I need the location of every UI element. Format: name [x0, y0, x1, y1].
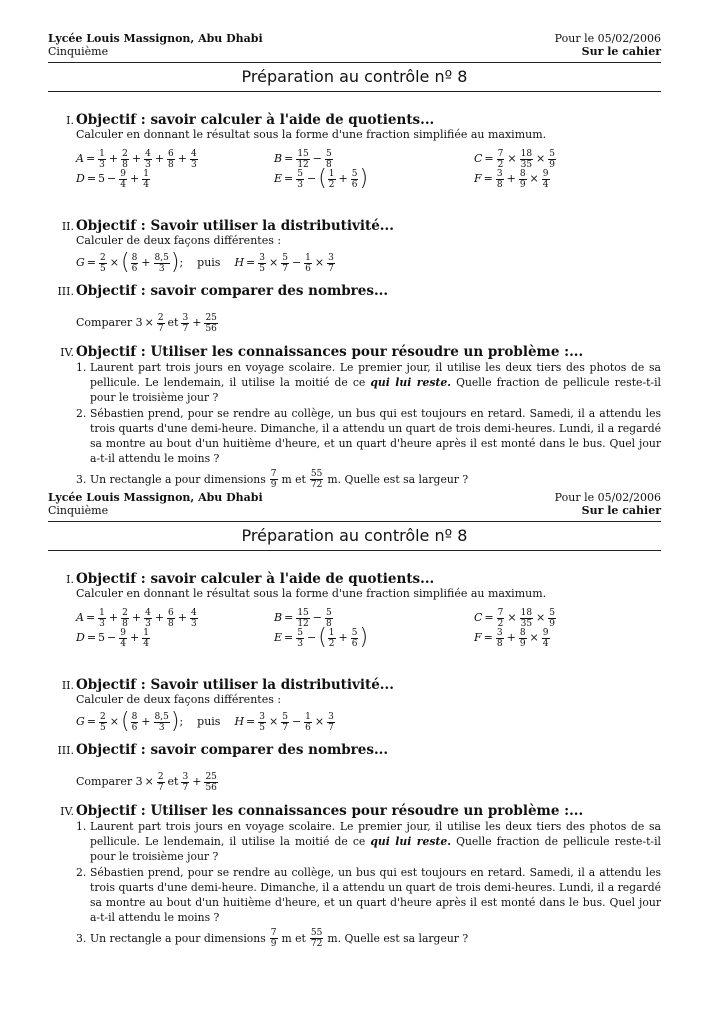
fraction: $\frac{7}{9}$: [270, 468, 277, 490]
fraction: $\frac{8,5}{3}$: [154, 711, 169, 733]
fraction: $\frac{15}{12}$: [297, 607, 309, 629]
header-row-1: [48, 32, 661, 45]
fraction: $\frac{18}{35}$: [520, 607, 533, 629]
fraction: $\frac{9}{4}$: [120, 627, 126, 649]
compare-lead: Comparer 3: [76, 775, 143, 789]
compare-expr: Comparer 3 × $\frac{2}{7}$ et $\frac{3}{7}$ + $\frac{25}{56}$: [76, 771, 217, 793]
problem-number: 3.: [76, 473, 87, 487]
fraction: $\frac{8}{9}$: [519, 168, 526, 190]
fraction: $\frac{5}{8}$: [325, 148, 332, 170]
fraction: $\frac{3}{8}$: [496, 168, 503, 190]
expr-b: B = $\frac{15}{12}$ − $\frac{5}{8}$: [274, 148, 332, 170]
right-paren: ): [359, 625, 369, 650]
section-number: IV.: [60, 346, 74, 359]
equals-sign: =: [246, 715, 256, 729]
fraction: $\frac{3}{5}$: [259, 252, 265, 274]
expr-f: F = $\frac{3}{8}$ + $\frac{8}{9}$ × $\frac{9}{4}$: [474, 168, 549, 190]
fraction: $\frac{25}{56}$: [205, 312, 217, 334]
compare-expr: Comparer 3 × $\frac{2}{7}$ et $\frac{3}{7}$ + $\frac{25}{56}$: [76, 312, 217, 334]
fraction: $\frac{2}{8}$: [122, 148, 128, 170]
fraction: $\frac{7}{2}$: [497, 148, 504, 170]
var-g: G: [76, 256, 85, 270]
section-instruction: Calculer de deux façons différentes :: [76, 234, 282, 247]
problem-text: m. Quelle est sa largeur ?: [327, 931, 469, 945]
separator: ;: [179, 256, 184, 270]
word-puis: puis: [197, 715, 221, 729]
worksheet-copy-2: [48, 491, 661, 949]
fraction: $\frac{7}{2}$: [497, 607, 504, 629]
var-g: G: [76, 715, 85, 729]
section-number: III.: [57, 744, 74, 757]
problem-list: [76, 360, 661, 492]
fraction: $\frac{5}{3}$: [297, 168, 303, 190]
fraction: $\frac{5}{9}$: [549, 148, 555, 170]
header-row-1: [48, 491, 661, 504]
problem-text: Un rectangle a pour dimensions: [90, 931, 266, 945]
problem-text: Sébastien prend, pour se rendre au collège, un bus qui est toujours en retard. Samedi, il a attendu les trois quarts d'une demi-heure. Dimanche, il a attendu un quart de trois demi-heures. Lundi, il a regardé sa montre au bout d'un huitième d'heure, et un quart d'heure après il est monté dans le bus. Quel jour a-t-il attendu le moins ?: [90, 406, 661, 466]
problem-text: Quelle fraction de pellicule reste-t-il pour le troisième jour ?: [90, 835, 661, 864]
equals-sign: =: [483, 631, 493, 645]
word-et: et: [167, 775, 179, 789]
problem-text: Quelle fraction de pellicule reste-t-il pour le troisième jour ?: [90, 376, 661, 405]
var-a: A: [76, 152, 84, 166]
expr-b: B = $\frac{15}{12}$ − $\frac{5}{8}$: [274, 607, 332, 629]
section-title: Objectif : Utiliser les connaissances pour résoudre un problème :...: [76, 344, 584, 360]
var-f: F: [474, 631, 482, 645]
expr-a: A = $\frac{1}{3}$ + $\frac{2}{8}$ + $\frac{4}{3}$ + $\frac{6}{8}$ + $\frac{4}{3}$: [76, 607, 197, 629]
equals-sign: =: [86, 256, 97, 270]
left-paren: (: [318, 166, 327, 191]
problem-list: [76, 819, 661, 951]
word-puis: puis: [197, 256, 221, 270]
expr-g-h: G = $\frac{2}{5}$ × ( $\frac{8}{6}$ + $\frac{8,5}{3}$ ) ; puis H = $\frac{3}{5}$ × $\frac{5}{7}$ − $\frac{1}{6}$ × $\frac{3}{7}$: [76, 709, 334, 734]
var-b: B: [274, 611, 283, 625]
fraction: $\frac{18}{35}$: [520, 148, 533, 170]
problem-3: [76, 466, 661, 492]
expr-g-h: G = $\frac{2}{5}$ × ( $\frac{8}{6}$ + $\frac{8,5}{3}$ ) ; puis H = $\frac{3}{5}$ × $\frac{5}{7}$ − $\frac{1}{6}$ × $\frac{3}{7}$: [76, 250, 334, 275]
fraction: $\frac{8}{9}$: [519, 627, 526, 649]
problem-text: Laurent part trois jours en voyage scolaire. Le premier jour, il utilise les deux tiers des photos de sa pellicule. Le lendemain, il utilise la moitié de ce: [90, 361, 661, 390]
var-h: H: [234, 256, 245, 270]
fraction: $\frac{3}{8}$: [496, 627, 503, 649]
equals-sign: =: [86, 172, 97, 186]
section-number: I.: [66, 114, 74, 127]
worksheet-copy-1: [48, 32, 661, 490]
divider: [48, 91, 661, 92]
problem-number: 2.: [76, 406, 87, 420]
expr-a: A = $\frac{1}{3}$ + $\frac{2}{8}$ + $\frac{4}{3}$ + $\frac{6}{8}$ + $\frac{4}{3}$: [76, 148, 197, 170]
number: 5: [98, 172, 106, 186]
fraction: $\frac{1}{6}$: [305, 711, 311, 733]
var-h: H: [234, 715, 245, 729]
left-paren: (: [120, 250, 130, 275]
var-c: C: [474, 611, 483, 625]
var-f: F: [474, 172, 482, 186]
problem-text: m et: [281, 931, 306, 945]
equals-sign: =: [86, 631, 97, 645]
page-title: Préparation au contrôle nº 8: [241, 526, 468, 546]
separator: ;: [179, 715, 184, 729]
right-paren: ): [359, 166, 369, 191]
right-paren: ): [170, 250, 180, 275]
divider: [48, 550, 661, 551]
number: 5: [98, 631, 106, 645]
compare-lead: Comparer 3: [76, 316, 143, 330]
equals-sign: =: [246, 256, 256, 270]
due-date: Pour le 05/02/2006: [554, 32, 661, 45]
where-note: Sur le cahier: [581, 45, 661, 59]
fraction: $\frac{4}{3}$: [190, 148, 197, 170]
fraction: $\frac{2}{5}$: [100, 252, 106, 274]
equals-sign: =: [284, 172, 294, 186]
fraction: $\frac{5}{9}$: [549, 607, 555, 629]
fraction: $\frac{1}{3}$: [99, 148, 105, 170]
fraction: $\frac{1}{2}$: [328, 168, 335, 190]
fraction: $\frac{8}{6}$: [131, 252, 138, 274]
fraction: $\frac{6}{8}$: [168, 148, 174, 170]
equals-sign: =: [86, 715, 97, 729]
fraction: $\frac{15}{12}$: [297, 148, 309, 170]
var-a: A: [76, 611, 84, 625]
var-e: E: [274, 631, 283, 645]
fraction: $\frac{7}{9}$: [270, 927, 277, 949]
fraction: $\frac{5}{6}$: [351, 627, 358, 649]
section-instruction: Calculer en donnant le résultat sous la forme d'une fraction simplifiée au maximum.: [76, 128, 547, 141]
fraction: $\frac{9}{4}$: [542, 627, 549, 649]
fraction: $\frac{25}{56}$: [205, 771, 217, 793]
left-paren: (: [120, 709, 130, 734]
equals-sign: =: [484, 611, 494, 625]
fraction: $\frac{3}{7}$: [328, 252, 334, 274]
fraction: $\frac{5}{7}$: [282, 252, 288, 274]
expr-e: E = $\frac{5}{3}$ − ( $\frac{1}{2}$ + $\frac{5}{6}$ ): [274, 166, 369, 191]
problem-number: 3.: [76, 932, 87, 946]
fraction: $\frac{2}{7}$: [157, 312, 164, 334]
problem-3: [76, 925, 661, 951]
var-d: D: [76, 631, 85, 645]
emphasis-text: qui lui reste.: [370, 376, 452, 390]
problem-number: 1.: [76, 820, 87, 833]
problem-number: 2.: [76, 865, 87, 879]
school-name: Lycée Louis Massignon, Abu Dhabi: [48, 491, 263, 504]
fraction: $\frac{4}{3}$: [145, 607, 151, 629]
fraction: $\frac{2}{8}$: [122, 607, 128, 629]
problem-text: m. Quelle est sa largeur ?: [327, 472, 469, 486]
left-paren: (: [318, 625, 327, 650]
fraction: $\frac{4}{3}$: [145, 148, 151, 170]
section-number: II.: [61, 679, 74, 692]
section-instruction: Calculer en donnant le résultat sous la forme d'une fraction simplifiée au maximum.: [76, 587, 547, 600]
var-b: B: [274, 152, 283, 166]
section-title: Objectif : savoir calculer à l'aide de quotients...: [76, 571, 435, 587]
section-number: I.: [66, 573, 74, 586]
problem-text: Un rectangle a pour dimensions: [90, 472, 266, 486]
expr-e: E = $\frac{5}{3}$ − ( $\frac{1}{2}$ + $\frac{5}{6}$ ): [274, 625, 369, 650]
fraction: $\frac{4}{3}$: [190, 607, 197, 629]
section-title: Objectif : savoir comparer des nombres...: [76, 283, 389, 299]
equals-sign: =: [284, 152, 294, 166]
fraction: $\frac{3}{7}$: [182, 771, 189, 793]
section-title: Objectif : Savoir utiliser la distributivité...: [76, 677, 394, 693]
equals-sign: =: [284, 631, 294, 645]
class-name: Cinquième: [48, 504, 109, 518]
fraction: $\frac{8,5}{3}$: [154, 252, 169, 274]
equals-sign: =: [483, 172, 493, 186]
section-number: III.: [57, 285, 74, 298]
class-name: Cinquième: [48, 45, 109, 59]
equals-sign: =: [484, 152, 494, 166]
expr-d: D = 5 − $\frac{9}{4}$ + $\frac{1}{4}$: [76, 627, 149, 649]
equals-sign: =: [284, 611, 294, 625]
section-number: II.: [61, 220, 74, 233]
problem-number: 1.: [76, 361, 87, 374]
fraction: $\frac{55}{72}$: [310, 468, 323, 490]
section-instruction: Calculer de deux façons différentes :: [76, 693, 282, 706]
problem-text: Laurent part trois jours en voyage scolaire. Le premier jour, il utilise les deux tiers des photos de sa pellicule. Le lendemain, il utilise la moitié de ce: [90, 820, 661, 849]
section-title: Objectif : Utiliser les connaissances pour résoudre un problème :...: [76, 803, 584, 819]
expr-f: F = $\frac{3}{8}$ + $\frac{8}{9}$ × $\frac{9}{4}$: [474, 627, 549, 649]
header-row-2: [48, 45, 661, 58]
problem-text: Sébastien prend, pour se rendre au collège, un bus qui est toujours en retard. Samedi, il a attendu les trois quarts d'une demi-heure. Dimanche, il a attendu un quart de trois demi-heures. Lundi, il a regardé sa montre au bout d'un huitième d'heure, et un quart d'heure après il est monté dans le bus. Quel jour a-t-il attendu le moins ?: [90, 865, 661, 925]
fraction: $\frac{3}{7}$: [182, 312, 189, 334]
var-e: E: [274, 172, 283, 186]
fraction: $\frac{3}{5}$: [259, 711, 265, 733]
fraction: $\frac{3}{7}$: [328, 711, 334, 733]
section-title: Objectif : Savoir utiliser la distributivité...: [76, 218, 394, 234]
right-paren: ): [170, 709, 180, 734]
fraction: $\frac{2}{7}$: [157, 771, 164, 793]
fraction: $\frac{1}{6}$: [305, 252, 311, 274]
fraction: $\frac{1}{4}$: [143, 627, 149, 649]
fraction: $\frac{5}{8}$: [325, 607, 332, 629]
var-d: D: [76, 172, 85, 186]
fraction: $\frac{5}{6}$: [351, 168, 358, 190]
fraction: $\frac{9}{4}$: [120, 168, 126, 190]
due-date: Pour le 05/02/2006: [554, 491, 661, 504]
var-c: C: [474, 152, 483, 166]
problem-1: [76, 819, 661, 865]
problem-text: m et: [281, 472, 306, 486]
expr-c: C = $\frac{7}{2}$ × $\frac{18}{35}$ × $\frac{5}{9}$: [474, 148, 555, 170]
fraction: $\frac{6}{8}$: [168, 607, 174, 629]
emphasis-text: qui lui reste.: [370, 835, 452, 849]
equals-sign: =: [85, 152, 96, 166]
fraction: $\frac{5}{3}$: [297, 627, 303, 649]
fraction: $\frac{1}{2}$: [328, 627, 335, 649]
fraction: $\frac{1}{4}$: [143, 168, 149, 190]
problem-2: [76, 865, 661, 926]
word-et: et: [167, 316, 179, 330]
page-title: Préparation au contrôle nº 8: [241, 67, 468, 87]
fraction: $\frac{9}{4}$: [542, 168, 549, 190]
fraction: $\frac{2}{5}$: [100, 711, 106, 733]
fraction: $\frac{5}{7}$: [282, 711, 288, 733]
fraction: $\frac{8}{6}$: [131, 711, 138, 733]
fraction: $\frac{55}{72}$: [310, 927, 323, 949]
section-number: IV.: [60, 805, 74, 818]
section-title: Objectif : savoir comparer des nombres...: [76, 742, 389, 758]
problem-2: [76, 406, 661, 467]
section-title: Objectif : savoir calculer à l'aide de quotients...: [76, 112, 435, 128]
where-note: Sur le cahier: [581, 504, 661, 518]
header-row-2: [48, 504, 661, 517]
expr-c: C = $\frac{7}{2}$ × $\frac{18}{35}$ × $\frac{5}{9}$: [474, 607, 555, 629]
fraction: $\frac{1}{3}$: [99, 607, 105, 629]
equals-sign: =: [85, 611, 96, 625]
expr-d: D = 5 − $\frac{9}{4}$ + $\frac{1}{4}$: [76, 168, 149, 190]
school-name: Lycée Louis Massignon, Abu Dhabi: [48, 32, 263, 45]
problem-1: [76, 360, 661, 406]
